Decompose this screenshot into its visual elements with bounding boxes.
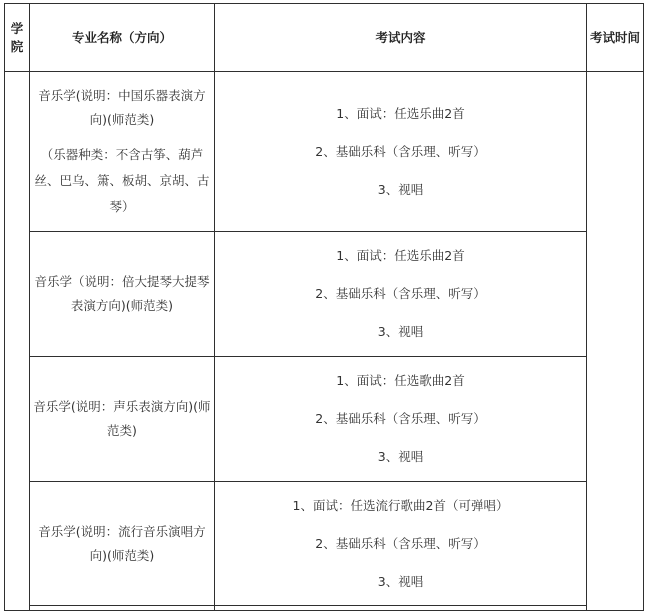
exam-content-cell-partial bbox=[215, 606, 587, 611]
header-time: 考试时间 bbox=[587, 4, 644, 72]
exam-content-cell bbox=[215, 357, 587, 482]
exam-content-cell bbox=[215, 232, 587, 357]
major-cell bbox=[30, 72, 215, 232]
exam-item: 3、视唱 bbox=[377, 573, 424, 589]
major-name: 音乐学（说明：倍大提琴大提琴表演方向)(师范类) bbox=[34, 274, 210, 313]
major-cell bbox=[30, 357, 215, 482]
exam-item: 2、基础乐科（含乐理、听写） bbox=[315, 535, 486, 551]
table-row bbox=[5, 72, 644, 232]
exam-item: 3、视唱 bbox=[377, 324, 424, 339]
table-row bbox=[5, 357, 644, 482]
exam-item: 1、面试：任选流行歌曲2首（可弹唱） bbox=[292, 497, 509, 513]
table-row-partial bbox=[5, 606, 644, 611]
exam-item: 2、基础乐科（含乐理、听写） bbox=[315, 143, 486, 159]
exam-item: 2、基础乐科（含乐理、听写） bbox=[315, 411, 486, 426]
major-name: 音乐学(说明：流行音乐演唱方向)(师范类) bbox=[38, 523, 206, 563]
exam-table bbox=[4, 3, 644, 611]
table-row bbox=[5, 482, 644, 606]
exam-item: 2、基础乐科（含乐理、听写） bbox=[315, 286, 486, 301]
exam-content-cell bbox=[215, 482, 587, 606]
major-name: 音乐学(说明：声乐表演方向)(师范类) bbox=[33, 399, 211, 438]
major-cell bbox=[30, 482, 215, 606]
major-cell bbox=[30, 232, 215, 357]
exam-item: 1、面试：任选歌曲2首 bbox=[336, 373, 465, 388]
exam-item: 3、视唱 bbox=[377, 449, 424, 464]
exam-time-cell bbox=[587, 72, 644, 611]
exam-item: 1、面试：任选乐曲2首 bbox=[336, 105, 465, 121]
exam-content-cell bbox=[215, 72, 587, 232]
school-cell bbox=[5, 72, 30, 611]
major-cell-partial bbox=[30, 606, 215, 611]
table-row bbox=[5, 232, 644, 357]
header-major: 专业名称（方向） bbox=[30, 4, 215, 72]
major-note: （乐器种类：不含古筝、葫芦丝、巴乌、箫、板胡、京胡、古琴） bbox=[34, 146, 210, 214]
header-school-char-1: 学 bbox=[10, 20, 24, 36]
header-school-char-2: 院 bbox=[10, 38, 24, 54]
exam-item: 1、面试：任选乐曲2首 bbox=[336, 248, 465, 263]
major-name: 音乐学(说明：中国乐器表演方向)(师范类) bbox=[38, 87, 206, 127]
header-content: 考试内容 bbox=[215, 4, 587, 72]
header-row bbox=[5, 4, 644, 72]
header-school bbox=[5, 4, 30, 72]
exam-item: 3、视唱 bbox=[377, 181, 424, 197]
